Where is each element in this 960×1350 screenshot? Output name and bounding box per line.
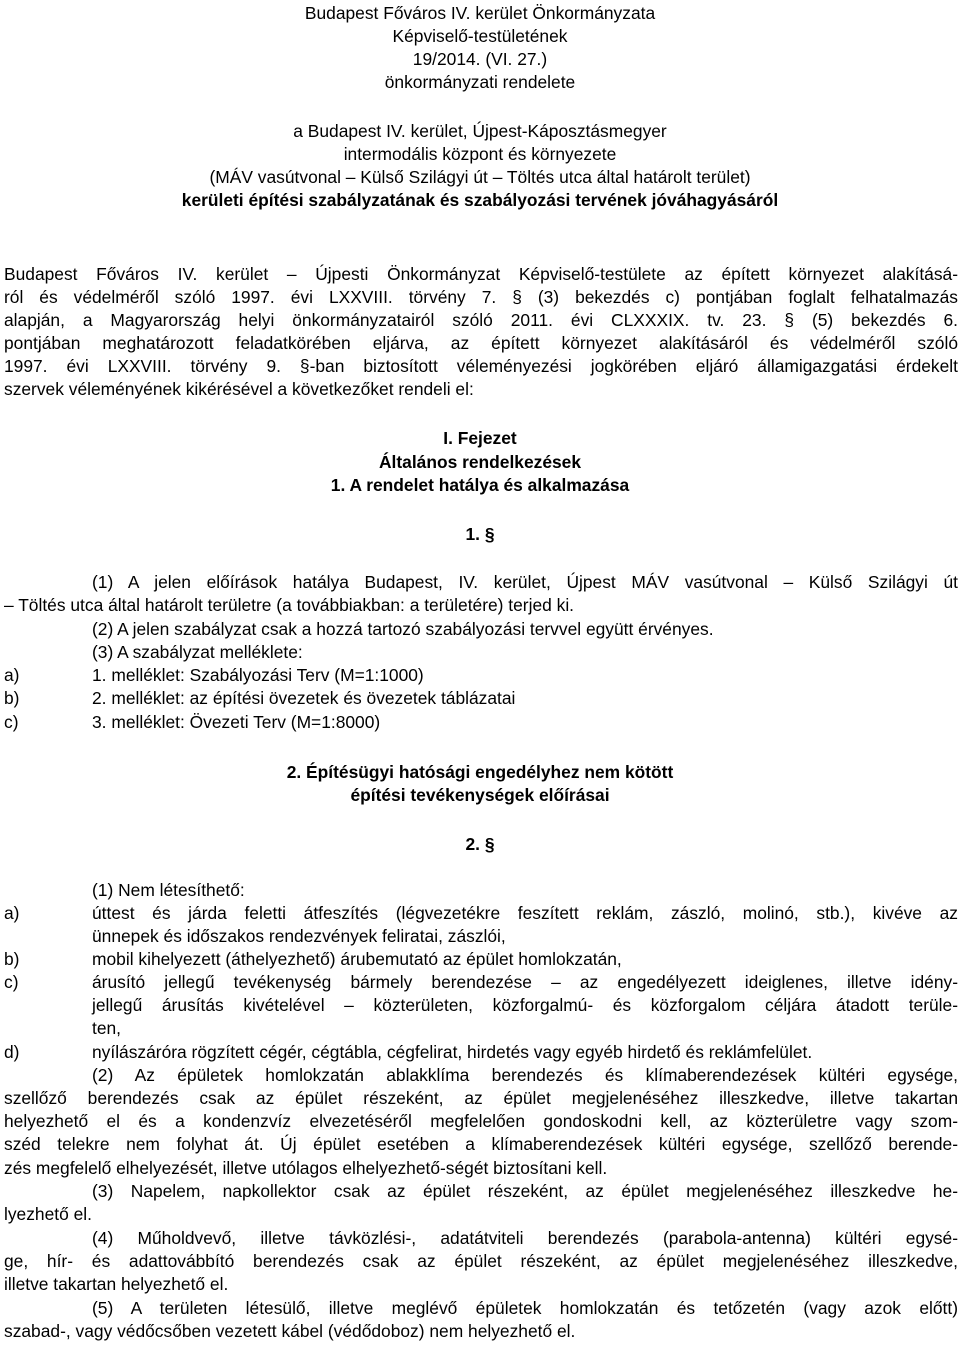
p2-item-c-line-1: árusító jellegű tevékenység bármely berendezése – az engedélyezett ideiglenes, illetve idény- bbox=[92, 972, 958, 992]
p2-item-a-line-2: ünnepek és időszakos rendezvények feliratai, zászlói, bbox=[92, 926, 506, 946]
paragraph-2-heading: 2. § bbox=[465, 834, 495, 854]
p1-s1-line-1: (1) A jelen előírások hatálya Budapest, IV. kerület, Újpest MÁV vasútvonal – Külső Szilágyi út bbox=[92, 572, 958, 592]
p2-item-b-label: b) bbox=[4, 949, 20, 969]
p1-s2: (2) A jelen szabályzat csak a hozzá tartozó szabályozási tervvel együtt érvényes. bbox=[92, 619, 714, 639]
p2-s2-line-5: zés megfelelő elhelyezését, illetve utólagos elhelyezhető-ségét biztosítani kell. bbox=[4, 1158, 608, 1178]
title-line-2: intermodális központ és környezete bbox=[343, 144, 617, 164]
preamble-line-3: alapján, a Magyarország helyi önkormányzatairól szóló 2011. évi CLXXXIX. tv. 23. § (5) bekezdés 6. bbox=[4, 310, 958, 330]
p2-s3-line-2: lyezhető el. bbox=[4, 1204, 92, 1224]
p2-s4-line-3: illetve takartan helyezhető el. bbox=[4, 1274, 229, 1294]
p2-s1: (1) Nem létesíthető: bbox=[92, 880, 245, 900]
p2-s5-line-2: szabad-, vagy védőcsőben vezetett kábel (védődoboz) nem helyezhető el. bbox=[4, 1321, 576, 1341]
header-line-3: 19/2014. (VI. 27.) bbox=[412, 49, 548, 69]
section-2-title-line-1: 2. Építésügyi hatósági engedélyhez nem kötött bbox=[286, 762, 674, 782]
preamble-line-4: pontjában meghatározott feladatkörében eljárva, az épített környezet alakításáról és védelméről szóló bbox=[4, 333, 958, 353]
p2-s2-line-2: szellőző berendezés csak az épület részeként, az épület megjelenéséhez illeszkedve, illetve takartan bbox=[4, 1088, 958, 1108]
p2-item-c-line-3: ten, bbox=[92, 1018, 122, 1038]
preamble-line-2: ról és védelméről szóló 1997. évi LXXVIII. törvény 7. § (3) bekezdés c) pontjában foglalt felhatalmazás bbox=[4, 287, 958, 307]
p1-item-a-label: a) bbox=[4, 665, 20, 685]
p2-s2-line-3: helyezhető el és a kondenzvíz elvezetéséről megfelelően gondoskodni kell, az közterületre vagy szom- bbox=[4, 1111, 958, 1131]
p2-item-c-line-2: jellegű árusítás kivételével – közterületen, közforgalmú- és közforgalom céljára átadott terüle- bbox=[92, 995, 958, 1015]
chapter-title: Általános rendelkezések bbox=[378, 452, 582, 472]
p2-s2-line-1: (2) Az épületek homlokzatán ablakklíma berendezés és klímaberendezések kültéri egysége, bbox=[92, 1065, 958, 1085]
p2-s2-line-4: széd telekre nem folyhat át. Új épület esetében a klímaberendezések kültéri egysége, szellőző berende- bbox=[4, 1134, 958, 1154]
title-line-1: a Budapest IV. kerület, Újpest-Káposztásmegyer bbox=[293, 121, 667, 141]
preamble-line-1: Budapest Főváros IV. kerület – Újpesti Önkormányzat Képviselő-testülete az épített környezet alakításá- bbox=[4, 264, 958, 284]
p2-item-d-label: d) bbox=[4, 1042, 20, 1062]
p2-item-a-line-1: úttest és járda feletti átfeszítés (légvezetékre feszített reklám, zászló, molinó, stb.), kivéve az bbox=[92, 903, 958, 923]
p2-s5-line-1: (5) A területen létesülő, illetve meglévő épületek homlokzatán és tetőzetén (vagy azok előtt) bbox=[92, 1298, 958, 1318]
paragraph-1-heading: 1. § bbox=[465, 524, 495, 544]
preamble-line-5: 1997. évi LXXVIII. törvény 9. §-ban biztosított véleményezési jogkörében eljáró államigazgatási érdekelt bbox=[4, 356, 958, 376]
p1-s1-line-2: – Töltés utca által határolt területre (a továbbiakban: a területére) terjed ki. bbox=[4, 595, 575, 615]
section-1-title: 1. A rendelet hatálya és alkalmazása bbox=[330, 475, 630, 495]
p1-item-b-label: b) bbox=[4, 688, 20, 708]
p1-item-c-label: c) bbox=[4, 712, 19, 732]
header-line-2: Képviselő-testületének bbox=[392, 26, 568, 46]
p2-item-a-label: a) bbox=[4, 903, 20, 923]
p1-item-b-text: 2. melléklet: az építési övezetek és övezetek táblázatai bbox=[92, 688, 516, 708]
p1-item-c-text: 3. melléklet: Övezeti Terv (M=1:8000) bbox=[92, 712, 381, 732]
p2-s3-line-1: (3) Napelem, napkollektor csak az épület részeként, az épület megjelenéséhez illeszkedve he- bbox=[92, 1181, 958, 1201]
p2-s4-line-1: (4) Műholdvevő, illetve távközlési-, adatátviteli berendezés (parabola-antenna) kültéri egysé- bbox=[92, 1228, 958, 1248]
title-line-4: kerületi építési szabályzatának és szabályozási tervének jóváhagyásáról bbox=[181, 190, 779, 210]
p2-item-d-line-1: nyílászáróra rögzített cégér, cégtábla, cégfelirat, hirdetés vagy egyéb hirdető és reklámfelület. bbox=[92, 1042, 813, 1062]
preamble-line-6: szervek véleményének kikérésével a következőket rendeli el: bbox=[4, 379, 474, 399]
header-line-1: Budapest Főváros IV. kerület Önkormányzata bbox=[304, 3, 656, 23]
p2-item-b-line-1: mobil kihelyezett (áthelyezhető) árubemutató az épület homlokzatán, bbox=[92, 949, 622, 969]
p1-s3: (3) A szabályzat melléklete: bbox=[92, 642, 303, 662]
title-line-3: (MÁV vasútvonal – Külső Szilágyi út – Töltés utca által határolt terület) bbox=[209, 167, 751, 187]
section-2-title-line-2: építési tevékenységek előírásai bbox=[350, 785, 610, 805]
header-line-4: önkormányzati rendelete bbox=[384, 72, 576, 92]
p2-s4-line-2: ge, hír- és adattovábbító berendezés csak az épület részeként, az épület megjelenéséhez illeszkedve, bbox=[4, 1251, 958, 1271]
chapter-number: I. Fejezet bbox=[443, 428, 517, 448]
p1-item-a-text: 1. melléklet: Szabályozási Terv (M=1:1000) bbox=[92, 665, 424, 685]
p2-item-c-label: c) bbox=[4, 972, 19, 992]
